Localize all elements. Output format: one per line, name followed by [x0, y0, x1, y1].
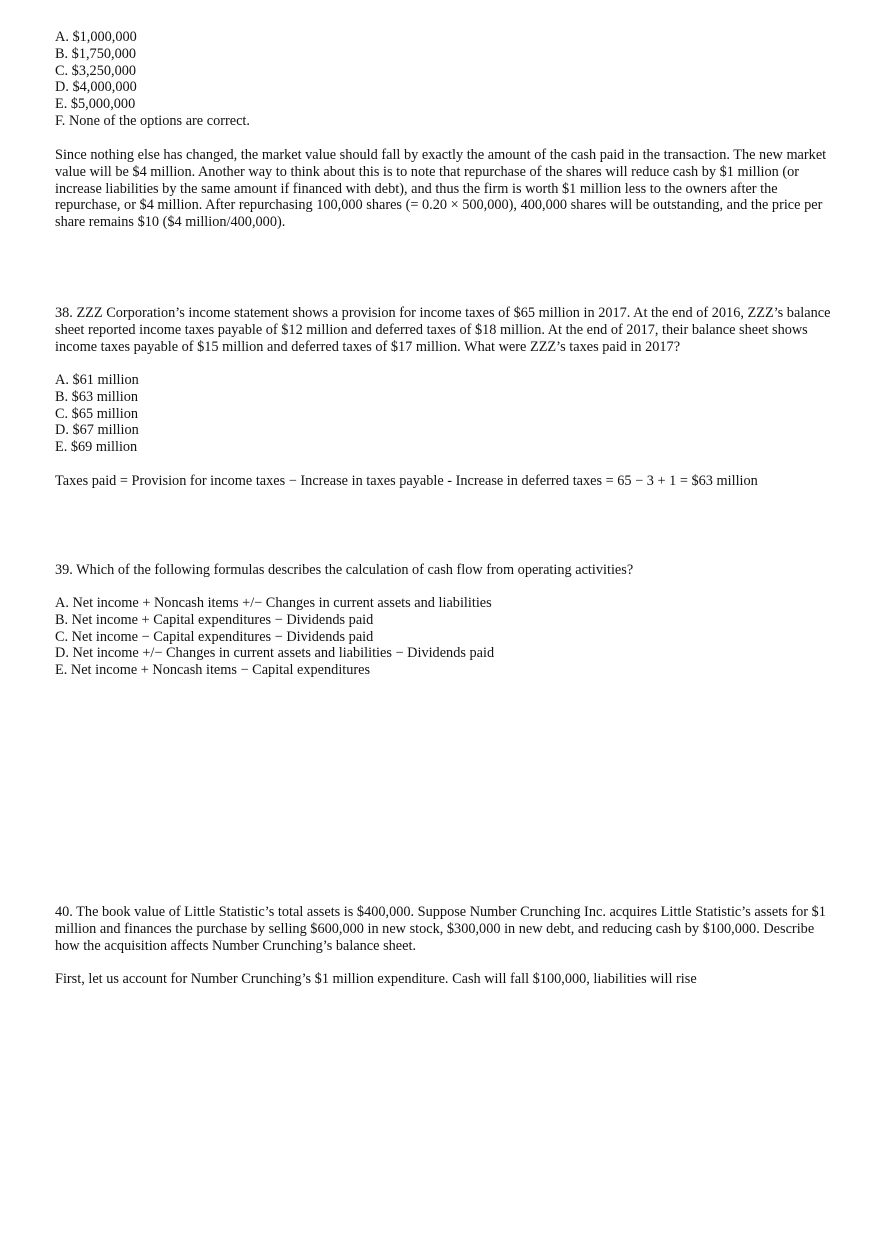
answer-text: First, let us account for Number Crunching’s $1 million expenditure. Cash will fall $100,000, liabilities will rise — [55, 971, 697, 987]
option: C. $3,250,000 — [55, 62, 137, 79]
option: A. $61 million — [55, 372, 139, 388]
q38-question — [55, 305, 835, 355]
q37-options — [55, 29, 835, 130]
option: C. $65 million — [55, 405, 139, 422]
option: E. Net income + Noncash items − Capital expenditures — [55, 662, 371, 679]
answer-text: Taxes paid = Provision for income taxes − Increase in taxes payable - Increase in deferred taxes = 65 − 3 + 1 = $63 million — [55, 473, 758, 489]
option: C. Net income − Capital expenditures − Dividends paid — [55, 628, 374, 645]
q40-question — [55, 904, 835, 954]
q38-options — [55, 372, 835, 456]
q38-answer — [55, 473, 835, 490]
answer-text: Since nothing else has changed, the market value should fall by exactly the amount of the cash paid in the transaction. The new market value will be $4 million. Another way to think about this is to note that repurchase of the shares will reduce cash by $1 million (or increase liabilities by the same amount if financed with debt), and thus the firm is worth $1 million less to the owners after the repurchase, or $4 million. After repurchasing 100,000 shares (= 0.20 × 500,000), 400,000 shares will be outstanding, and the price per share remains $10 ($4 million/400,000). — [55, 147, 827, 231]
q39-question — [55, 562, 835, 579]
q37-answer — [55, 147, 835, 231]
option: A. Net income + Noncash items +/− Changes in current assets and liabilities — [55, 595, 492, 611]
option: B. $1,750,000 — [55, 45, 137, 62]
q40-answer — [55, 971, 835, 988]
option: B. Net income + Capital expenditures − Dividends paid — [55, 611, 374, 628]
option: E. $5,000,000 — [55, 96, 136, 113]
option: E. $69 million — [55, 439, 138, 456]
option: D. Net income +/− Changes in current assets and liabilities − Dividends paid — [55, 645, 495, 662]
question-text: 38. ZZZ Corporation’s income statement shows a provision for income taxes of $65 million in 2017. At the end of 2016, ZZZ’s balance sheet reported income taxes payable of $12 million and deferred taxes of $18 million. At the end of 2017, their balance sheet shows income taxes payable of $15 million and deferred taxes of $17 million. What were ZZZ’s taxes paid in 2017? — [55, 305, 831, 355]
option: F. None of the options are correct. — [55, 112, 250, 129]
q39-options — [55, 595, 835, 679]
option: B. $63 million — [55, 388, 139, 405]
option: A. $1,000,000 — [55, 29, 137, 45]
option: D. $4,000,000 — [55, 79, 137, 96]
option: D. $67 million — [55, 422, 139, 439]
question-text: 39. Which of the following formulas describes the calculation of cash flow from operating activities? — [55, 562, 634, 578]
question-text: 40. The book value of Little Statistic’s total assets is $400,000. Suppose Number Crunching Inc. acquires Little Statistic’s assets for $1 million and finances the purchase by selling $600,000 in new stock, $300,000 in new debt, and reducing cash by $100,000. Describe how the acquisition affects Number Crunching’s balance sheet. — [55, 904, 826, 954]
